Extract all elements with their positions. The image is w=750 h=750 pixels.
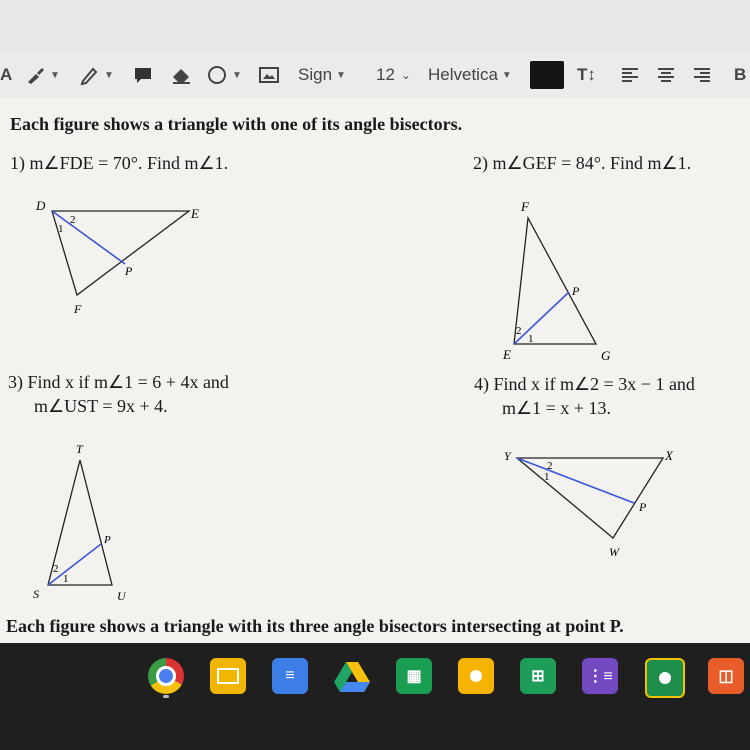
shape-caret-icon[interactable]: ▼	[232, 69, 242, 81]
label-p: P	[125, 264, 133, 278]
section-heading-2: Each figure shows a triangle with its three angle bisectors intersecting at point P.	[6, 616, 624, 636]
worksheet-page	[0, 98, 750, 643]
label-d: D	[36, 198, 46, 213]
chrome-icon[interactable]	[148, 658, 184, 694]
angle-label-1: 1	[544, 471, 550, 483]
angle-label-2: 2	[516, 325, 522, 337]
drive-icon[interactable]	[334, 658, 370, 694]
figure-3	[33, 442, 127, 603]
label-w: W	[609, 545, 619, 559]
angle-label-2: 2	[547, 460, 553, 472]
font-size-select[interactable]	[376, 52, 411, 98]
label-p: P	[104, 534, 111, 546]
font-family-value: Helvetica	[428, 65, 498, 84]
problem-3-line-1: 3) Find x if m∠1 = 6 + 4x and	[8, 372, 229, 392]
triangle-yxw	[517, 458, 663, 538]
label-t: T	[76, 442, 83, 456]
label-y: Y	[504, 449, 511, 463]
label-u: U	[117, 589, 126, 603]
chrome-center-icon	[156, 666, 176, 686]
label-p: P	[572, 284, 580, 298]
chromeos-shelf	[0, 643, 750, 750]
image-icon[interactable]	[258, 52, 280, 98]
align-right-icon[interactable]	[692, 52, 712, 98]
angle-label-1: 1	[528, 333, 534, 345]
partial-tool-label[interactable]: A	[0, 65, 13, 84]
text-size-icon[interactable]: T↕	[577, 65, 596, 84]
sign-menu[interactable]	[298, 52, 346, 98]
comment-icon[interactable]	[132, 52, 154, 98]
figure-2	[502, 199, 611, 363]
color-swatch[interactable]	[530, 61, 564, 89]
text-color-picker[interactable]	[530, 52, 564, 98]
problem-4-line-1: 4) Find x if m∠2 = 3x − 1 and	[474, 374, 695, 394]
chevron-down-icon: ⌄	[400, 68, 411, 82]
sign-label: Sign	[298, 65, 333, 84]
label-s: S	[33, 587, 39, 601]
editor-toolbar	[0, 52, 750, 99]
figures-layer	[0, 98, 750, 643]
label-p: P	[639, 500, 647, 514]
angle-label-1: 1	[58, 223, 64, 235]
section-heading-1: Each figure shows a triangle with one of its angle bisectors.	[10, 114, 463, 134]
label-e: E	[503, 347, 511, 362]
brush-caret-icon[interactable]: ▼	[50, 69, 60, 81]
figure-4	[504, 448, 674, 559]
classroom-person-icon	[659, 672, 671, 684]
pen-caret-icon[interactable]: ▼	[104, 69, 114, 81]
label-x: X	[665, 448, 673, 463]
angle-label-1: 1	[63, 573, 69, 585]
bisector-yp	[517, 458, 634, 503]
problem-2-text: 2) m∠GEF = 84°. Find m∠1.	[473, 153, 692, 173]
figure-1	[35, 198, 199, 316]
classroom-icon[interactable]	[645, 658, 685, 698]
bisector-ep	[514, 292, 569, 344]
chrome-running-indicator	[163, 695, 169, 698]
label-f: F	[521, 199, 529, 214]
label-e: E	[191, 206, 199, 221]
sheets-icon[interactable]: ⊞	[520, 658, 556, 694]
font-family-caret-icon: ▼	[501, 69, 512, 81]
triangle-feg	[514, 218, 596, 344]
bisector-dp	[52, 211, 125, 264]
window-top-bar	[0, 0, 750, 52]
bold-button[interactable]: B	[734, 65, 747, 84]
angle-label-2: 2	[70, 214, 76, 226]
align-center-icon[interactable]	[656, 52, 676, 98]
label-g: G	[601, 348, 611, 363]
font-family-select[interactable]	[428, 52, 512, 98]
keep-icon[interactable]	[458, 658, 494, 694]
keep-bulb-icon	[470, 670, 482, 682]
slides-icon[interactable]	[210, 658, 246, 694]
office-icon[interactable]: ◫	[708, 658, 744, 694]
problem-4-line-2: m∠1 = x + 13.	[502, 398, 611, 418]
problem-1-text: 1) m∠FDE = 70°. Find m∠1.	[10, 153, 229, 173]
align-left-icon[interactable]	[620, 52, 640, 98]
slides-glyph-icon	[217, 668, 239, 684]
pen-icon[interactable]	[78, 52, 114, 98]
label-f: F	[74, 302, 82, 316]
shape-circle-icon[interactable]	[206, 52, 242, 98]
problem-3-line-2: m∠UST = 9x + 4.	[34, 396, 168, 416]
font-size-value: 12	[376, 65, 395, 84]
eraser-icon[interactable]	[170, 52, 192, 98]
docs-icon[interactable]: ≡	[272, 658, 308, 694]
angle-label-2: 2	[53, 563, 59, 575]
forms-icon[interactable]: ⋮≡	[582, 658, 618, 694]
brush-icon[interactable]	[24, 52, 60, 98]
sites-icon[interactable]: ▦	[396, 658, 432, 694]
sign-caret-icon: ▼	[336, 69, 346, 81]
